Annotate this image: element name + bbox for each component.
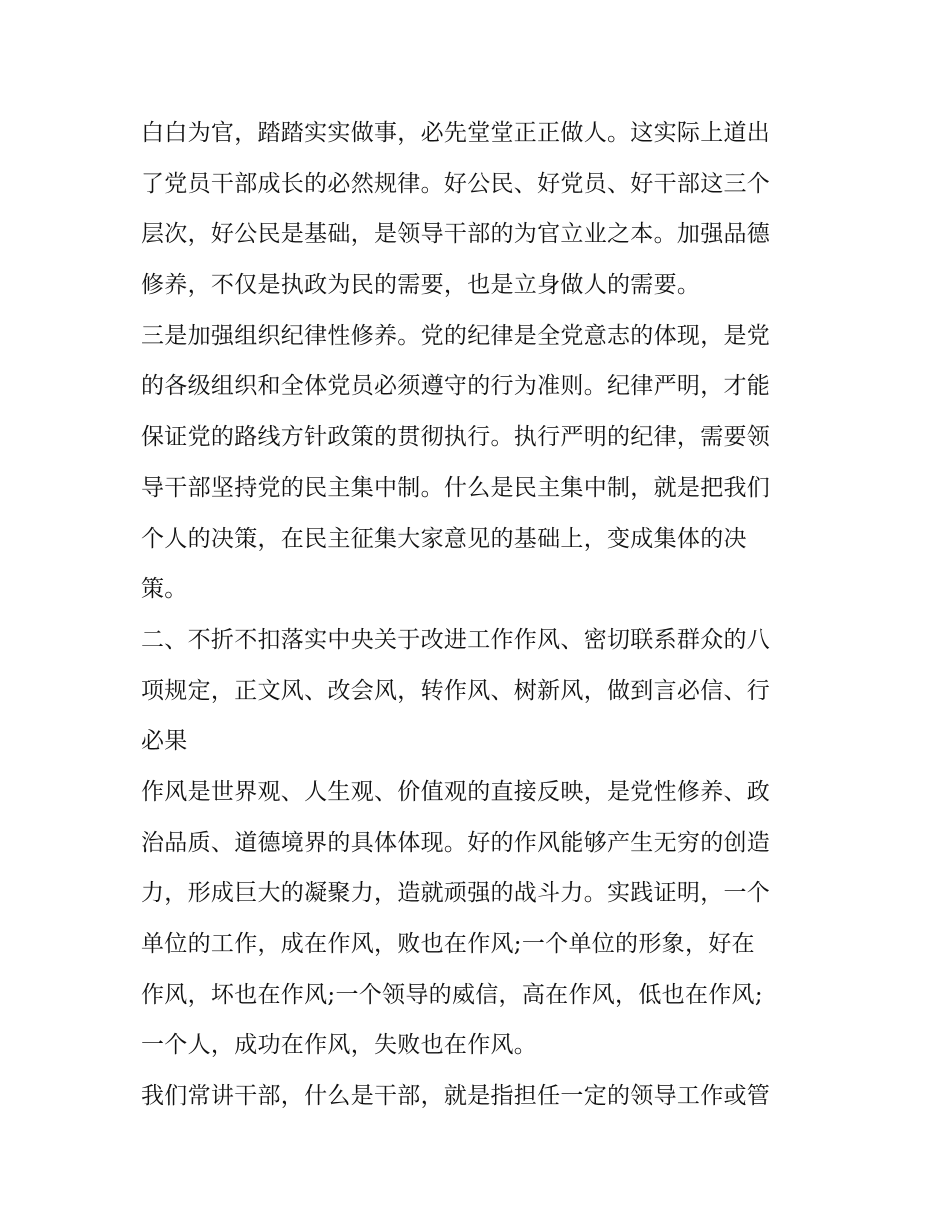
- text-line: 力，形成巨大的凝聚力，造就顽强的战斗力。实践证明，一个: [141, 880, 771, 907]
- text-line: 个人的决策，在民主征集大家意见的基础上，变成集体的决: [141, 525, 747, 552]
- section-heading-line: 项规定，正文风、改会风，转作风、树新风，做到言必信、行: [141, 677, 771, 704]
- text-line: 三是加强组织纪律性修养。党的纪律是全党意志的体现，是党: [141, 322, 771, 349]
- body-text: [141, 108, 821, 1122]
- text-line: 治品质、道德境界的具体体现。好的作风能够产生无穷的创造: [141, 829, 771, 856]
- section-heading-line: 二、不折不扣落实中央关于改进工作作风、密切联系群众的八: [141, 626, 771, 653]
- text-line: 修养，不仅是执政为民的需要，也是立身做人的需要。: [141, 272, 701, 299]
- text-line: 作风是世界观、人生观、价值观的直接反映，是党性修养、政: [141, 778, 771, 805]
- text-line: 层次，好公民是基础，是领导干部的为官立业之本。加强品德: [141, 221, 771, 248]
- text-line: 策。: [141, 576, 188, 603]
- text-line: 一个人，成功在作风，失败也在作风。: [141, 1032, 538, 1059]
- text-line: 白白为官，踏踏实实做事，必先堂堂正正做人。这实际上道出: [141, 120, 771, 146]
- text-line: 导干部坚持党的民主集中制。什么是民主集中制，就是把我们: [141, 474, 771, 501]
- text-line: 了党员干部成长的必然规律。好公民、好党员、好干部这三个: [141, 170, 771, 197]
- text-line: 作风，坏也在作风;一个领导的威信，高在作风，低也在作风;: [141, 981, 763, 1008]
- text-line: 保证党的路线方针政策的贯彻执行。执行严明的纪律，需要领: [141, 424, 771, 451]
- text-line: 单位的工作，成在作风，败也在作风;一个单位的形象，好在: [141, 931, 755, 957]
- text-line: 的各级组织和全体党员必须遵守的行为准则。纪律严明，才能: [141, 373, 771, 400]
- section-heading-line: 必果: [141, 728, 188, 755]
- text-line: 我们常讲干部，什么是干部，就是指担任一定的领导工作或管: [141, 1083, 771, 1110]
